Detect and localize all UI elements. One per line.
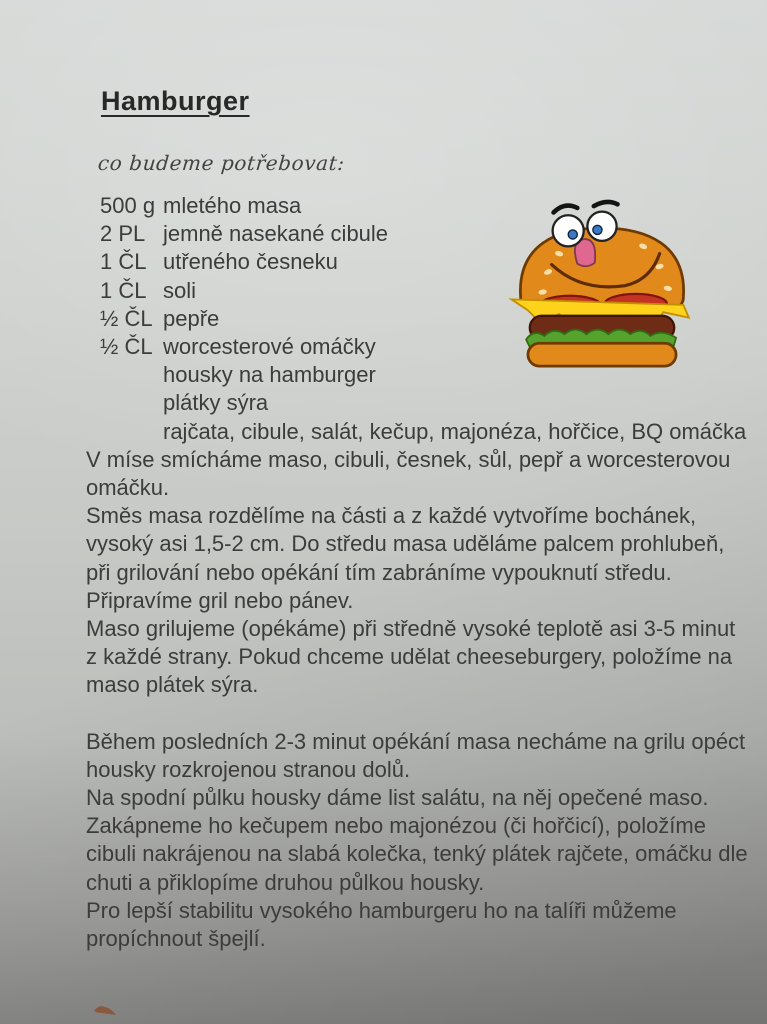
ingredient-name: soli (163, 277, 197, 303)
ingredient-name: jemně nasekané cibule (163, 221, 389, 247)
ingredient-amount (100, 418, 163, 446)
method-paragraph: Maso grilujeme (opékáme) při středně vysoké teplotě asi 3-5 minut z každé strany. Pokud chceme udělat cheeseburgery, položíme na maso plátek sýra. (86, 616, 736, 698)
ingredient-name: plátky sýra (163, 390, 269, 416)
right-eye (587, 212, 616, 241)
ingredient-row (100, 389, 748, 417)
left-eyebrow-icon (554, 206, 578, 213)
left-pupil (568, 230, 577, 239)
left-eye (553, 215, 584, 246)
assembly-paragraphs (86, 728, 748, 954)
ingredient-amount: ½ ČL (100, 305, 153, 331)
assembly-paragraph: Zakápneme ho kečupem nebo majonézou (či hořčicí), položíme cibuli nakrájenou na slabá kolečka, tenký plátek rajčete, omáčku dle chuti a přiklopíme druhou půlkou housky. (86, 813, 748, 895)
recipe-title: Hamburger (101, 86, 250, 116)
ingredient-row (100, 418, 748, 446)
assembly-paragraph: Na spodní půlku housky dáme list salátu, na něj opečené maso. (86, 785, 709, 811)
ingredient-name: utřeného česneku (163, 249, 338, 275)
ingredient-amount: 500 g (100, 193, 156, 218)
ingredient-name: rajčata, cibule, salát, kečup, majonéza, hořčice, BQ omáčka (163, 418, 747, 444)
ingredient-name: mletého masa (163, 193, 302, 218)
paper-stain (92, 1000, 118, 1018)
right-eyebrow-icon (594, 202, 618, 206)
ingredient-amount: 2 PL (100, 221, 146, 247)
method-paragraph: V míse smícháme maso, cibuli, česnek, sůl, pepř a worcesterovou omáčku. (86, 446, 731, 501)
ingredient-amount: 1 ČL (100, 277, 147, 303)
method-paragraphs (86, 446, 748, 700)
ingredient-amount (100, 361, 163, 389)
right-pupil (593, 225, 602, 234)
ingredient-name: worcesterové omáčky (163, 334, 376, 360)
bottom-bun (528, 343, 676, 366)
method-paragraph: Směs masa rozdělíme na části a z každé vytvoříme bochánek, vysoký asi 1,5-2 cm. Do středu masa uděláme palcem prohlubeň, při grilování nebo opékání tím zabráníme vypouknutí středu. (86, 503, 725, 585)
ingredient-amount (100, 389, 163, 417)
ingredient-name: pepře (163, 305, 220, 331)
ingredient-amount: 1 ČL (100, 249, 147, 275)
method-paragraph: Připravíme gril nebo pánev. (86, 587, 354, 613)
assembly-paragraph: Pro lepší stabilitu vysokého hamburgeru ho na talíři můžeme propíchnout špejlí. (86, 897, 677, 952)
hamburger-cartoon-illustration (506, 194, 698, 370)
ingredient-amount: ½ ČL (100, 334, 153, 360)
assembly-paragraph: Během posledních 2-3 minut opékání masa necháme na grilu opéct housky rozkrojenou stranou dolů. (86, 728, 746, 782)
ingredient-name: housky na hamburger (163, 362, 376, 388)
handwritten-subtitle: co budeme potřebovat: (96, 151, 346, 175)
